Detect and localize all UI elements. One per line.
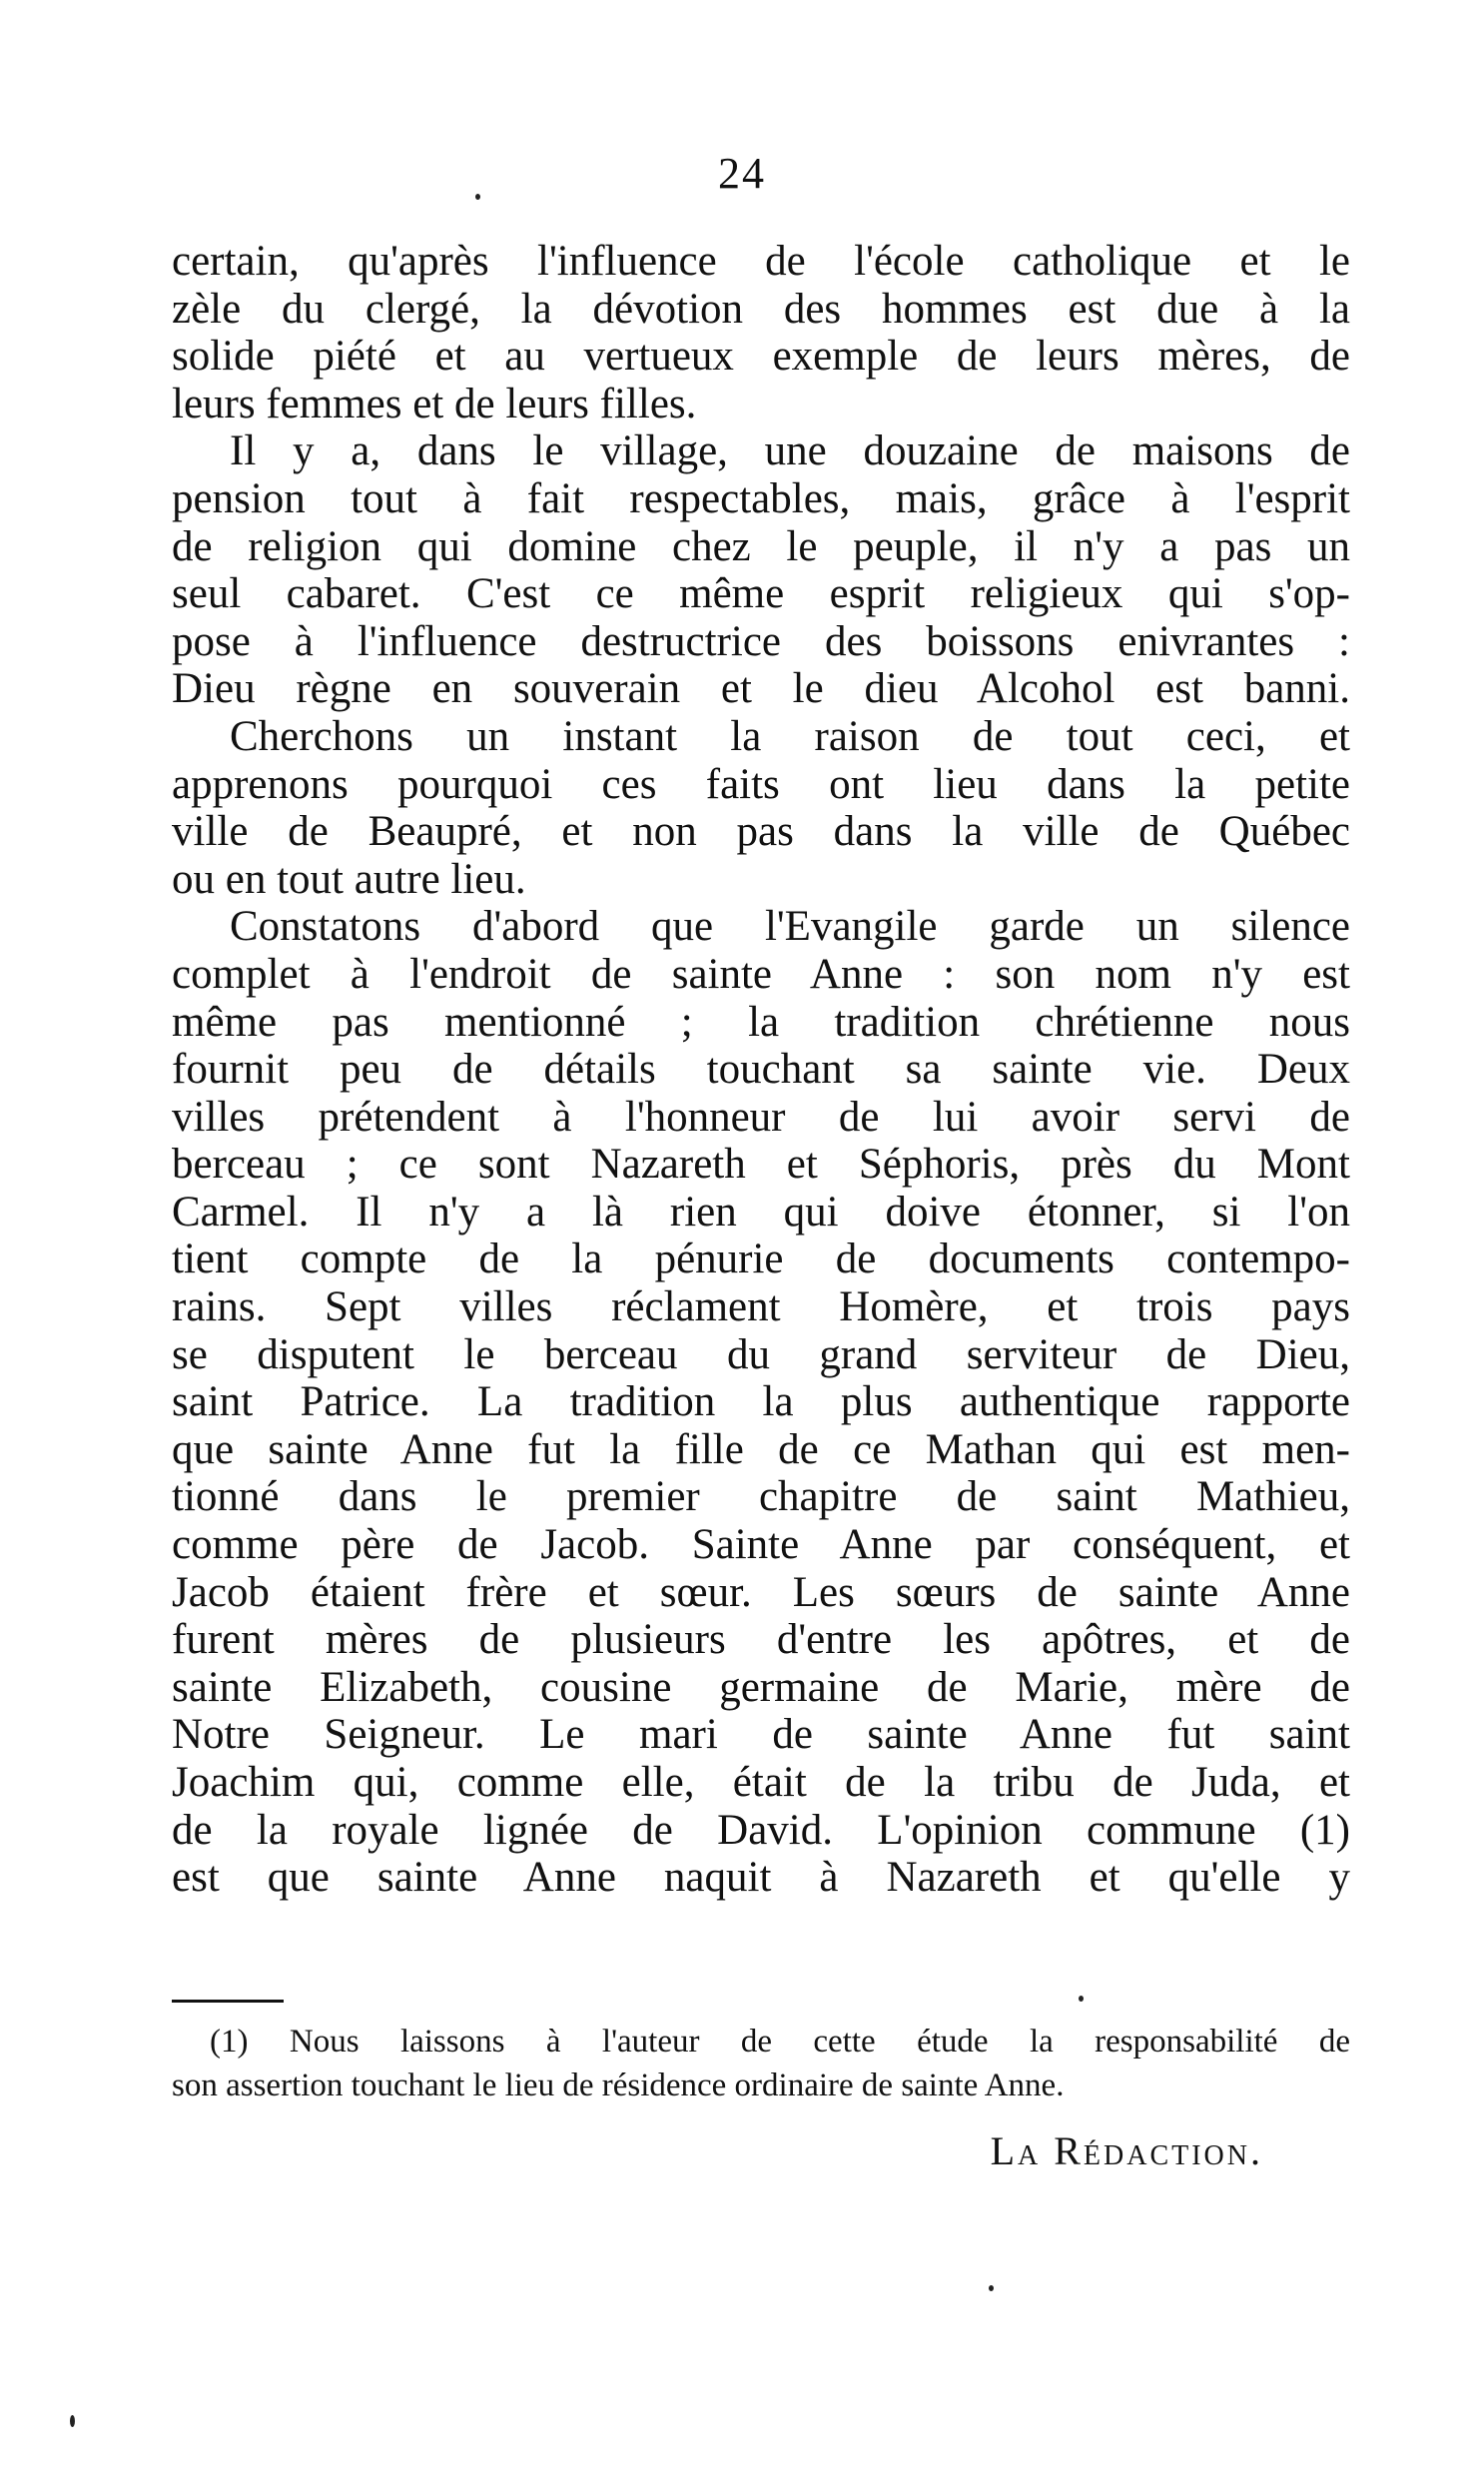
signature: La Rédaction.: [990, 2128, 1263, 2173]
text-line: rains. Sept villes réclament Homère, et trois pays: [172, 1283, 1350, 1331]
text-line: est que sainte Anne naquit à Nazareth et qu'elle y: [172, 1854, 1350, 1902]
text-line: pose à l'influence destructrice des boissons enivrantes :: [172, 617, 1350, 665]
footnote-line: son assertion touchant le lieu de résidence ordinaire de sainte Anne.: [172, 2068, 1065, 2103]
text-line: même pas mentionné ; la tradition chrétienne nous: [172, 998, 1350, 1046]
text-line: Dieu règne en souverain et le dieu Alcohol est banni.: [172, 665, 1350, 713]
text-line: solide piété et au vertueux exemple de leurs mères, de: [172, 333, 1350, 381]
text-line: que sainte Anne fut la fille de ce Mathan qui est men-: [172, 1425, 1350, 1473]
paragraph: [172, 427, 1350, 713]
paragraph: [172, 238, 1350, 427]
text-line: tionné dans le premier chapitre de saint Mathieu,: [172, 1473, 1350, 1521]
scan-speck: [70, 2415, 75, 2427]
text-line: berceau ; ce sont Nazareth et Séphoris, près du Mont: [172, 1141, 1350, 1189]
text-line: se disputent le berceau du grand serviteur de Dieu,: [172, 1330, 1350, 1378]
footnote-line: (1) Nous laissons à l'auteur de cette étude la responsabilité de: [210, 2024, 1350, 2060]
text-line: leurs femmes et de leurs filles.: [172, 380, 697, 427]
text-line: fournit peu de détails touchant sa sainte vie. Deux: [172, 1046, 1350, 1094]
page-number: 24: [718, 149, 766, 198]
footnote: [172, 2020, 1350, 2107]
text-line: tient compte de la pénurie de documents contempo-: [172, 1236, 1350, 1283]
text-line: Il y a, dans le village, une douzaine de maisons de: [230, 427, 1350, 475]
footnote-divider: [172, 2000, 284, 2003]
text-line: apprenons pourquoi ces faits ont lieu dans la petite: [172, 760, 1350, 808]
scan-speck: [1079, 1996, 1084, 2002]
body-text: [172, 238, 1350, 1902]
paragraph: [172, 903, 1350, 1901]
scan-speck: [989, 2285, 994, 2291]
text-line: complet à l'endroit de sainte Anne : son nom n'y est: [172, 950, 1350, 998]
text-line: seul cabaret. C'est ce même esprit religieux qui s'op-: [172, 570, 1350, 618]
text-line: de la royale lignée de David. L'opinion commune (1): [172, 1806, 1350, 1854]
text-line: zèle du clergé, la dévotion des hommes est due à la: [172, 285, 1350, 333]
text-line: saint Patrice. La tradition la plus authentique rapporte: [172, 1378, 1350, 1426]
paragraph: [172, 713, 1350, 903]
scan-speck: [475, 194, 480, 200]
text-line: villes prétendent à l'honneur de lui avoir servi de: [172, 1093, 1350, 1141]
text-line: Joachim qui, comme elle, était de la tribu de Juda, et: [172, 1759, 1350, 1806]
text-line: sainte Elizabeth, cousine germaine de Marie, mère de: [172, 1663, 1350, 1711]
text-line: furent mères de plusieurs d'entre les apôtres, et de: [172, 1616, 1350, 1664]
text-line: Cherchons un instant la raison de tout ceci, et: [230, 712, 1350, 760]
text-line: Carmel. Il n'y a là rien qui doive étonner, si l'on: [172, 1188, 1350, 1236]
text-line: ville de Beaupré, et non pas dans la ville de Québec: [172, 808, 1350, 856]
text-line: pension tout à fait respectables, mais, grâce à l'esprit: [172, 474, 1350, 522]
text-line: comme père de Jacob. Sainte Anne par conséquent, et: [172, 1521, 1350, 1569]
text-line: de religion qui domine chez le peuple, il n'y a pas un: [172, 522, 1350, 570]
text-line: ou en tout autre lieu.: [172, 855, 526, 903]
text-line: Constatons d'abord que l'Evangile garde un silence: [230, 903, 1350, 951]
text-line: Notre Seigneur. Le mari de sainte Anne fut saint: [172, 1711, 1350, 1759]
text-line: certain, qu'après l'influence de l'école catholique et le: [172, 238, 1350, 285]
text-line: Jacob étaient frère et sœur. Les sœurs de sainte Anne: [172, 1568, 1350, 1616]
